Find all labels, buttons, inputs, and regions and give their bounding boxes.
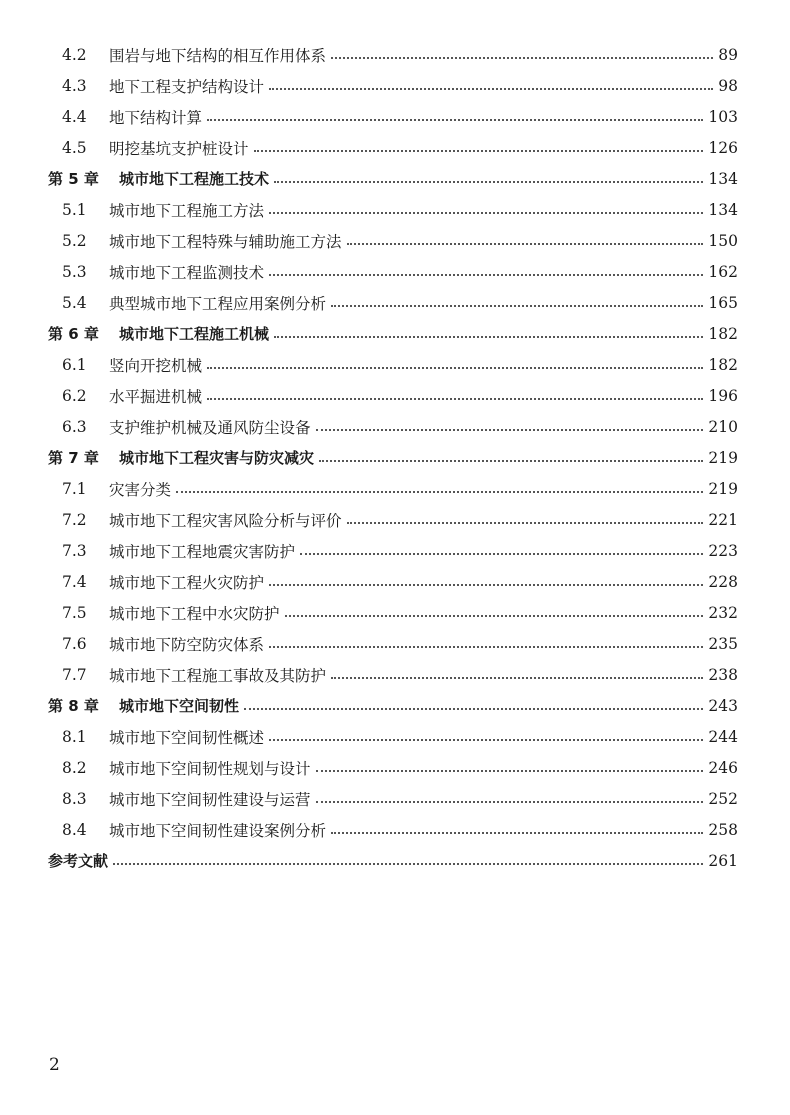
toc-entry-page: 210	[708, 417, 738, 436]
toc-entry-page: 196	[708, 386, 738, 405]
dot-leader	[316, 801, 704, 803]
toc-entry-page: 165	[708, 293, 738, 312]
toc-entry-number: 6.3	[62, 417, 87, 436]
toc-entry-title: 城市地下工程火灾防护	[109, 573, 265, 592]
dot-leader	[269, 88, 713, 90]
toc-section-row[interactable]	[48, 256, 738, 287]
toc-entry-title: 明挖基坑支护桩设计	[109, 139, 249, 158]
dot-leader	[285, 615, 704, 617]
toc-entry-title: 城市地下工程施工方法	[109, 201, 265, 220]
toc-entry-title: 城市地下空间韧性规划与设计	[109, 759, 311, 778]
toc-section-row[interactable]	[48, 752, 738, 783]
toc-entry-title: 围岩与地下结构的相互作用体系	[109, 46, 327, 65]
toc-entry-number: 8.1	[62, 727, 87, 746]
toc-entry-number: 5.1	[62, 200, 87, 219]
toc-entry-title: 地下工程支护结构设计	[109, 77, 265, 96]
toc-entry-page: 228	[708, 572, 738, 591]
dot-leader	[269, 739, 703, 741]
toc-section-row[interactable]	[48, 287, 738, 318]
toc-entry-title: 参考文献	[48, 852, 109, 870]
dot-leader	[300, 553, 703, 555]
toc-entry-title: 城市地下空间韧性建设案例分析	[109, 821, 327, 840]
toc-entry-number: 6.1	[62, 355, 87, 374]
toc-entry-title: 城市地下工程中水灾防护	[109, 604, 280, 623]
dot-leader	[269, 646, 703, 648]
toc-entry-page: 223	[708, 541, 738, 560]
toc-section-row[interactable]	[48, 380, 738, 411]
toc-entry-number: 5.4	[62, 293, 87, 312]
toc-entry-title: 竖向开挖机械	[109, 356, 203, 375]
dot-leader	[347, 243, 704, 245]
toc-entry-page: 98	[718, 76, 738, 95]
toc-section-row[interactable]	[48, 473, 738, 504]
toc-section-row[interactable]	[48, 628, 738, 659]
toc-entry-number: 4.2	[62, 45, 87, 64]
dot-leader	[269, 274, 703, 276]
toc-entry-number: 第 5 章	[48, 170, 99, 188]
toc-entry-page: 219	[708, 479, 738, 498]
toc-section-row[interactable]	[48, 101, 738, 132]
toc-entry-title: 城市地下工程施工机械	[119, 325, 270, 343]
toc-entry-number: 4.5	[62, 138, 87, 157]
toc-entry-title: 城市地下空间韧性	[119, 697, 240, 715]
toc-entry-page: 182	[708, 355, 738, 374]
toc-entry-page: 150	[708, 231, 738, 250]
dot-leader	[274, 336, 703, 338]
toc-entry-page: 221	[708, 510, 738, 529]
toc-entry-number: 8.2	[62, 758, 87, 777]
toc-entry-page: 103	[708, 107, 738, 126]
dot-leader	[331, 832, 703, 834]
toc-section-row[interactable]	[48, 225, 738, 256]
toc-entry-title: 城市地下工程施工事故及其防护	[109, 666, 327, 685]
dot-leader	[331, 305, 703, 307]
dot-leader	[347, 522, 704, 524]
toc-entry-title: 地下结构计算	[109, 108, 203, 127]
toc-entry-page: 232	[708, 603, 738, 622]
page-number: 2	[49, 1055, 60, 1075]
toc-entry-title: 城市地下工程灾害风险分析与评价	[109, 511, 342, 530]
toc-entry-title: 水平掘进机械	[109, 387, 203, 406]
toc-section-row[interactable]	[48, 504, 738, 535]
toc-entry-number: 8.4	[62, 820, 87, 839]
toc-entry-page: 258	[708, 820, 738, 839]
toc-entry-number: 7.6	[62, 634, 87, 653]
toc-section-row[interactable]	[48, 535, 738, 566]
toc-section-row[interactable]	[48, 814, 738, 845]
dot-leader	[207, 119, 703, 121]
toc-section-row[interactable]	[48, 566, 738, 597]
toc-entry-page: 134	[708, 200, 738, 219]
toc-entry-number: 6.2	[62, 386, 87, 405]
toc-entry-number: 5.2	[62, 231, 87, 250]
toc-chapter-row[interactable]	[48, 845, 738, 876]
toc-entry-title: 城市地下防空防灾体系	[109, 635, 265, 654]
toc-entry-page: 252	[708, 789, 738, 808]
toc-chapter-row[interactable]	[48, 318, 738, 349]
toc-entry-number: 7.5	[62, 603, 87, 622]
toc-entry-number: 7.3	[62, 541, 87, 560]
toc-entry-title: 城市地下工程灾害与防灾减灾	[119, 449, 315, 467]
dot-leader	[331, 57, 713, 59]
toc-chapter-row[interactable]	[48, 163, 738, 194]
toc-entry-title: 典型城市地下工程应用案例分析	[109, 294, 327, 313]
toc-entry-page: 238	[708, 665, 738, 684]
dot-leader	[331, 677, 703, 679]
toc-entry-number: 第 7 章	[48, 449, 99, 467]
toc-entry-page: 182	[708, 324, 738, 343]
toc-section-row[interactable]	[48, 194, 738, 225]
toc-chapter-row[interactable]	[48, 442, 738, 473]
dot-leader	[254, 150, 704, 152]
toc-entry-number: 7.4	[62, 572, 87, 591]
toc-entry-title: 城市地下空间韧性概述	[109, 728, 265, 747]
dot-leader	[113, 863, 703, 865]
dot-leader	[269, 212, 703, 214]
dot-leader	[207, 367, 703, 369]
toc-entry-number: 4.3	[62, 76, 87, 95]
toc-section-row[interactable]	[48, 349, 738, 380]
toc-section-row[interactable]	[48, 132, 738, 163]
toc-entry-title: 城市地下工程地震灾害防护	[109, 542, 296, 561]
toc-entry-number: 5.3	[62, 262, 87, 281]
toc-entry-title: 城市地下空间韧性建设与运营	[109, 790, 311, 809]
toc-section-row[interactable]	[48, 659, 738, 690]
toc-section-row[interactable]	[48, 597, 738, 628]
toc-section-row[interactable]	[48, 721, 738, 752]
toc-entry-page: 126	[708, 138, 738, 157]
toc-section-row[interactable]	[48, 39, 738, 70]
dot-leader	[274, 181, 703, 183]
toc-chapter-row[interactable]	[48, 690, 738, 721]
dot-leader	[316, 770, 704, 772]
toc-entry-page: 244	[708, 727, 738, 746]
toc-entry-title: 城市地下工程监测技术	[109, 263, 265, 282]
toc-entry-number: 第 6 章	[48, 325, 99, 343]
toc-entry-page: 235	[708, 634, 738, 653]
toc-entry-number: 7.7	[62, 665, 87, 684]
toc-section-row[interactable]	[48, 70, 738, 101]
toc-entry-number: 8.3	[62, 789, 87, 808]
toc-entry-page: 89	[718, 45, 738, 64]
toc-entry-title: 城市地下工程施工技术	[119, 170, 270, 188]
toc-entry-number: 7.1	[62, 479, 87, 498]
toc-entry-page: 243	[708, 696, 738, 715]
dot-leader	[207, 398, 703, 400]
dot-leader	[269, 584, 703, 586]
toc-entry-title: 灾害分类	[109, 480, 172, 499]
toc-entry-page: 261	[708, 851, 738, 870]
toc-entry-page: 134	[708, 169, 738, 188]
dot-leader	[176, 491, 703, 493]
toc-entry-number: 第 8 章	[48, 697, 99, 715]
toc-entry-title: 城市地下工程特殊与辅助施工方法	[109, 232, 342, 251]
toc-entry-page: 162	[708, 262, 738, 281]
toc-entry-number: 7.2	[62, 510, 87, 529]
dot-leader	[316, 429, 704, 431]
table-of-contents	[48, 39, 738, 876]
toc-entry-number: 4.4	[62, 107, 87, 126]
toc-entry-title: 支护维护机械及通风防尘设备	[109, 418, 311, 437]
dot-leader	[244, 708, 703, 710]
toc-entry-page: 246	[708, 758, 738, 777]
toc-section-row[interactable]	[48, 783, 738, 814]
toc-section-row[interactable]	[48, 411, 738, 442]
toc-entry-page: 219	[708, 448, 738, 467]
dot-leader	[319, 460, 703, 462]
